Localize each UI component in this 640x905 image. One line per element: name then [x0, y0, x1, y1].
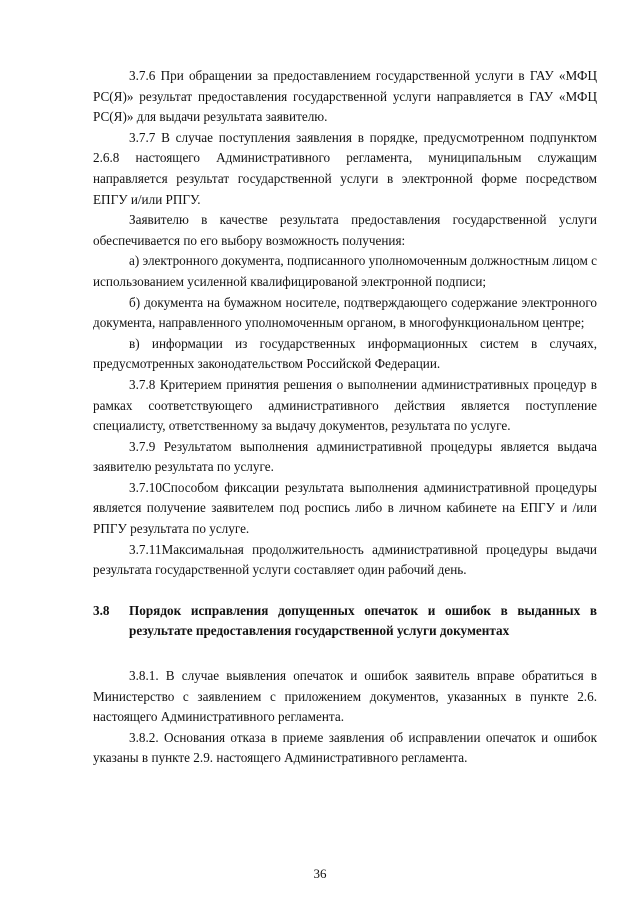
section-title: Порядок исправления допущенных опечаток и ошибок в выданных в результате предоставления государственной услуги документах: [129, 602, 597, 639]
paragraph-result-options: Заявителю в качестве результата предоставления государственной услуги обеспечивается по его выбору возможность получения:: [93, 212, 597, 248]
page-number: 36: [313, 866, 327, 881]
paragraph-3-7-6: 3.7.6 При обращении за предоставлением государственной услуги в ГАУ «МФЦ РС(Я)» результат предоставления государственной услуги направляется в ГАУ «МФЦ РС(Я)» для выдачи результата заявителю.: [93, 68, 597, 125]
list-item-b: б) документа на бумажном носителе, подтверждающего содержание электронного документа, направленного уполномоченным органом, в многофункциональном центре;: [93, 294, 597, 331]
paragraph-3-7-10: 3.7.10Способом фиксации результата выполнения административной процедуры является получение заявителем под роспись либо в личном кабинете на ЕПГУ и /или РПГУ результата по услуге.: [93, 479, 597, 537]
section-number: 3.8: [93, 602, 110, 618]
paragraph-3-7-11: 3.7.11Максимальная продолжительность административной процедуры выдачи результата государственной услуги составляет один рабочий день.: [93, 541, 597, 578]
paragraph-3-7-8: 3.7.8 Критерием принятия решения о выполнении административных процедур в рамках соответствующего административного действия является поступление специалисту, ответственному за выдачу документов, результата по услуге.: [93, 376, 597, 434]
paragraph-3-7-9: 3.7.9 Результатом выполнения административной процедуры является выдача заявителю результата по услуге.: [93, 438, 597, 475]
section-heading: [93, 601, 597, 642]
document-page: [93, 66, 597, 769]
paragraph-3-8-2: 3.8.2. Основания отказа в приеме заявления об исправлении опечаток и ошибок указаны в пункте 2.9. настоящего Административного регламента.: [93, 729, 597, 766]
spacer: [93, 642, 597, 666]
list-item-a: а) электронного документа, подписанного уполномоченным должностным лицом с использованием усиленной квалифицированой электронной подписи;: [93, 253, 597, 289]
paragraph-3-8-1: 3.8.1. В случае выявления опечаток и ошибок заявитель вправе обратиться в Министерство с заявлением с приложением документов, указанных в пункте 2.6. настоящего Административного регламента.: [93, 668, 597, 725]
list-item-c: в) информации из государственных информационных систем в случаях, предусмотренных законодательством Российской Федерации.: [93, 335, 597, 372]
paragraph-3-7-7: 3.7.7 В случае поступления заявления в порядке, предусмотренном подпунктом 2.6.8 настоящего Административного регламента, муниципальным служащим направляется результат государственной услуги в электронной форме посредством ЕПГУ и/или РПГУ.: [93, 129, 597, 207]
